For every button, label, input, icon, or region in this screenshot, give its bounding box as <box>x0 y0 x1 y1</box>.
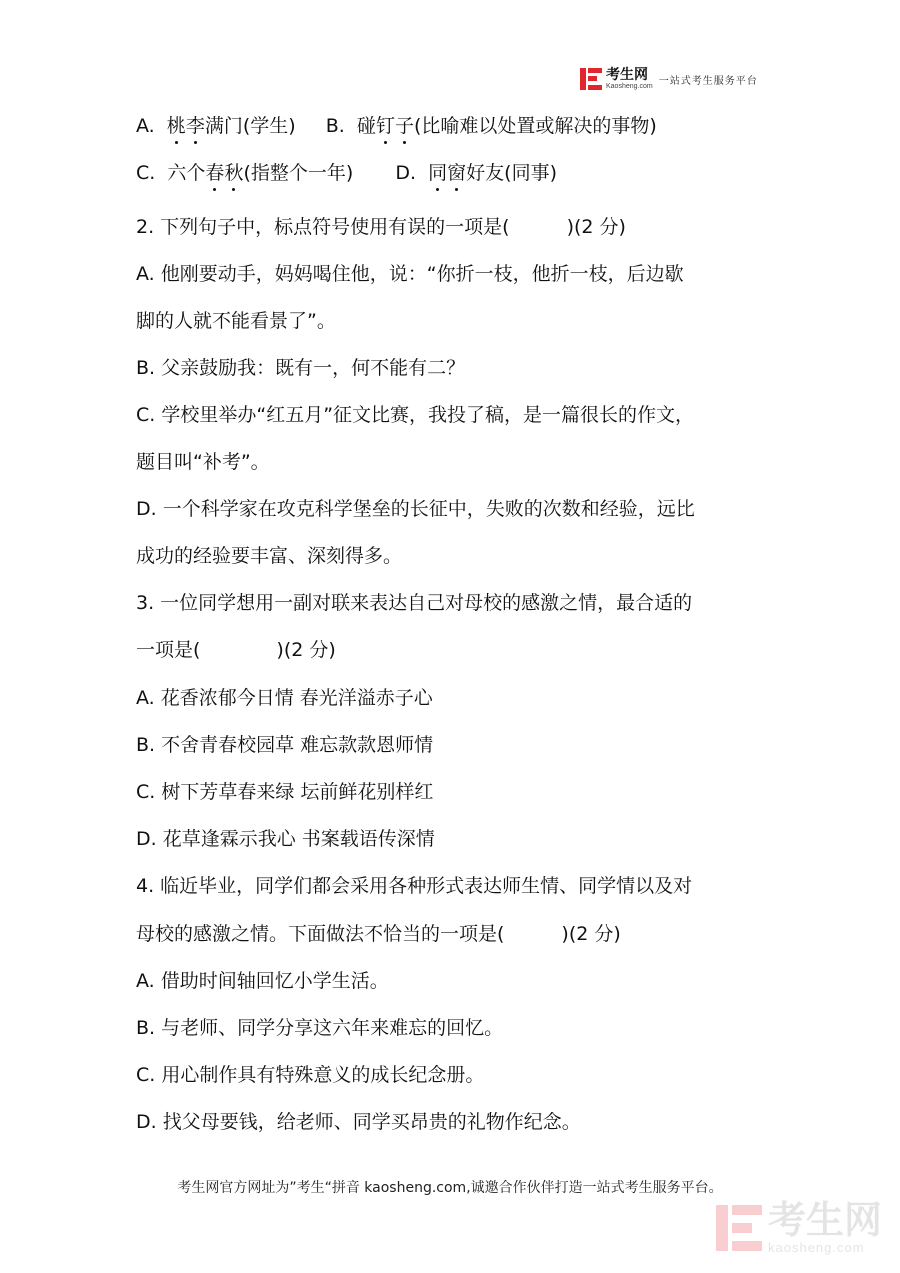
q1-option-c: C. 六个春秋(指整个一年) <box>136 162 359 184</box>
q1-options-row-2 <box>136 159 557 187</box>
q4-option-b: B. 与老师、同学分享这六年来难忘的回忆。 <box>136 1017 504 1039</box>
q1-option-b: B. 碰钉子(比喻难以处置或解决的事物) <box>326 115 657 137</box>
q2-option-d-line-2: 成功的经验要丰富、深刻得多。 <box>136 545 403 567</box>
q4-option-d: D. 找父母要钱，给老师、同学买昂贵的礼物作纪念。 <box>136 1111 581 1133</box>
q1-options-row-1 <box>136 112 657 140</box>
watermark-name: 考生网 <box>768 1198 883 1242</box>
logo-slogan: 一站式考生服务平台 <box>658 75 758 87</box>
q3-option-a: A. 花香浓郁今日情 春光洋溢赤子心 <box>136 687 433 709</box>
watermark-logo-icon <box>716 1205 762 1251</box>
header-logo <box>580 68 758 90</box>
kaosheng-logo-icon <box>580 68 602 90</box>
q4-stem-line-2: 母校的感激之情。下面做法不恰当的一项是( )(2 分) <box>136 923 621 945</box>
q2-option-c-line-2: 题目叫“补考”。 <box>136 451 270 473</box>
q2-option-a-line-1: A. 他刚要动手，妈妈喝住他，说：“你折一枝，他折一枝，后边歇 <box>136 263 684 285</box>
q3-option-d: D. 花草逢霖示我心 书案载语传深情 <box>136 828 435 850</box>
footer-note: 考生网官方网址为”考生“拼音 kaosheng.com,诚邀合作伙伴打造一站式考生服务平台。 <box>177 1180 723 1196</box>
q2-option-a-line-2: 脚的人就不能看景了”。 <box>136 310 336 332</box>
q2-option-d-line-1: D. 一个科学家在攻克科学堡垒的长征中，失败的次数和经验，远比 <box>136 498 695 520</box>
q2-option-b: B. 父亲鼓励我：既有一，何不能有二？ <box>136 357 466 379</box>
q3-option-c: C. 树下芳草春来绿 坛前鲜花别样红 <box>136 781 434 803</box>
q4-stem-line-1: 4. 临近毕业，同学们都会采用各种形式表达师生情、同学情以及对 <box>136 875 693 897</box>
q3-stem-line-2: 一项是( )(2 分) <box>136 639 336 661</box>
q4-option-a: A. 借助时间轴回忆小学生活。 <box>136 970 389 992</box>
q3-option-b: B. 不舍青春校园草 难忘款款恩师情 <box>136 734 434 756</box>
q3-stem-line-1: 3. 一位同学想用一副对联来表达自己对母校的感激之情，最合适的 <box>136 592 693 614</box>
q1-option-d: D. 同窗好友(同事) <box>395 162 557 184</box>
logo-domain: Kaosheng.com <box>606 83 653 90</box>
q1-option-a: A. 桃李满门(学生) <box>136 115 302 137</box>
q4-option-c: C. 用心制作具有特殊意义的成长纪念册。 <box>136 1064 485 1086</box>
q2-stem: 2. 下列句子中，标点符号使用有误的一项是( )(2 分) <box>136 216 626 238</box>
logo-name: 考生网 <box>606 67 648 83</box>
watermark <box>716 1200 882 1255</box>
q2-option-c-line-1: C. 学校里举办“红五月”征文比赛，我投了稿，是一篇很长的作文， <box>136 404 695 426</box>
watermark-domain: kaosheng.com <box>768 1240 865 1255</box>
